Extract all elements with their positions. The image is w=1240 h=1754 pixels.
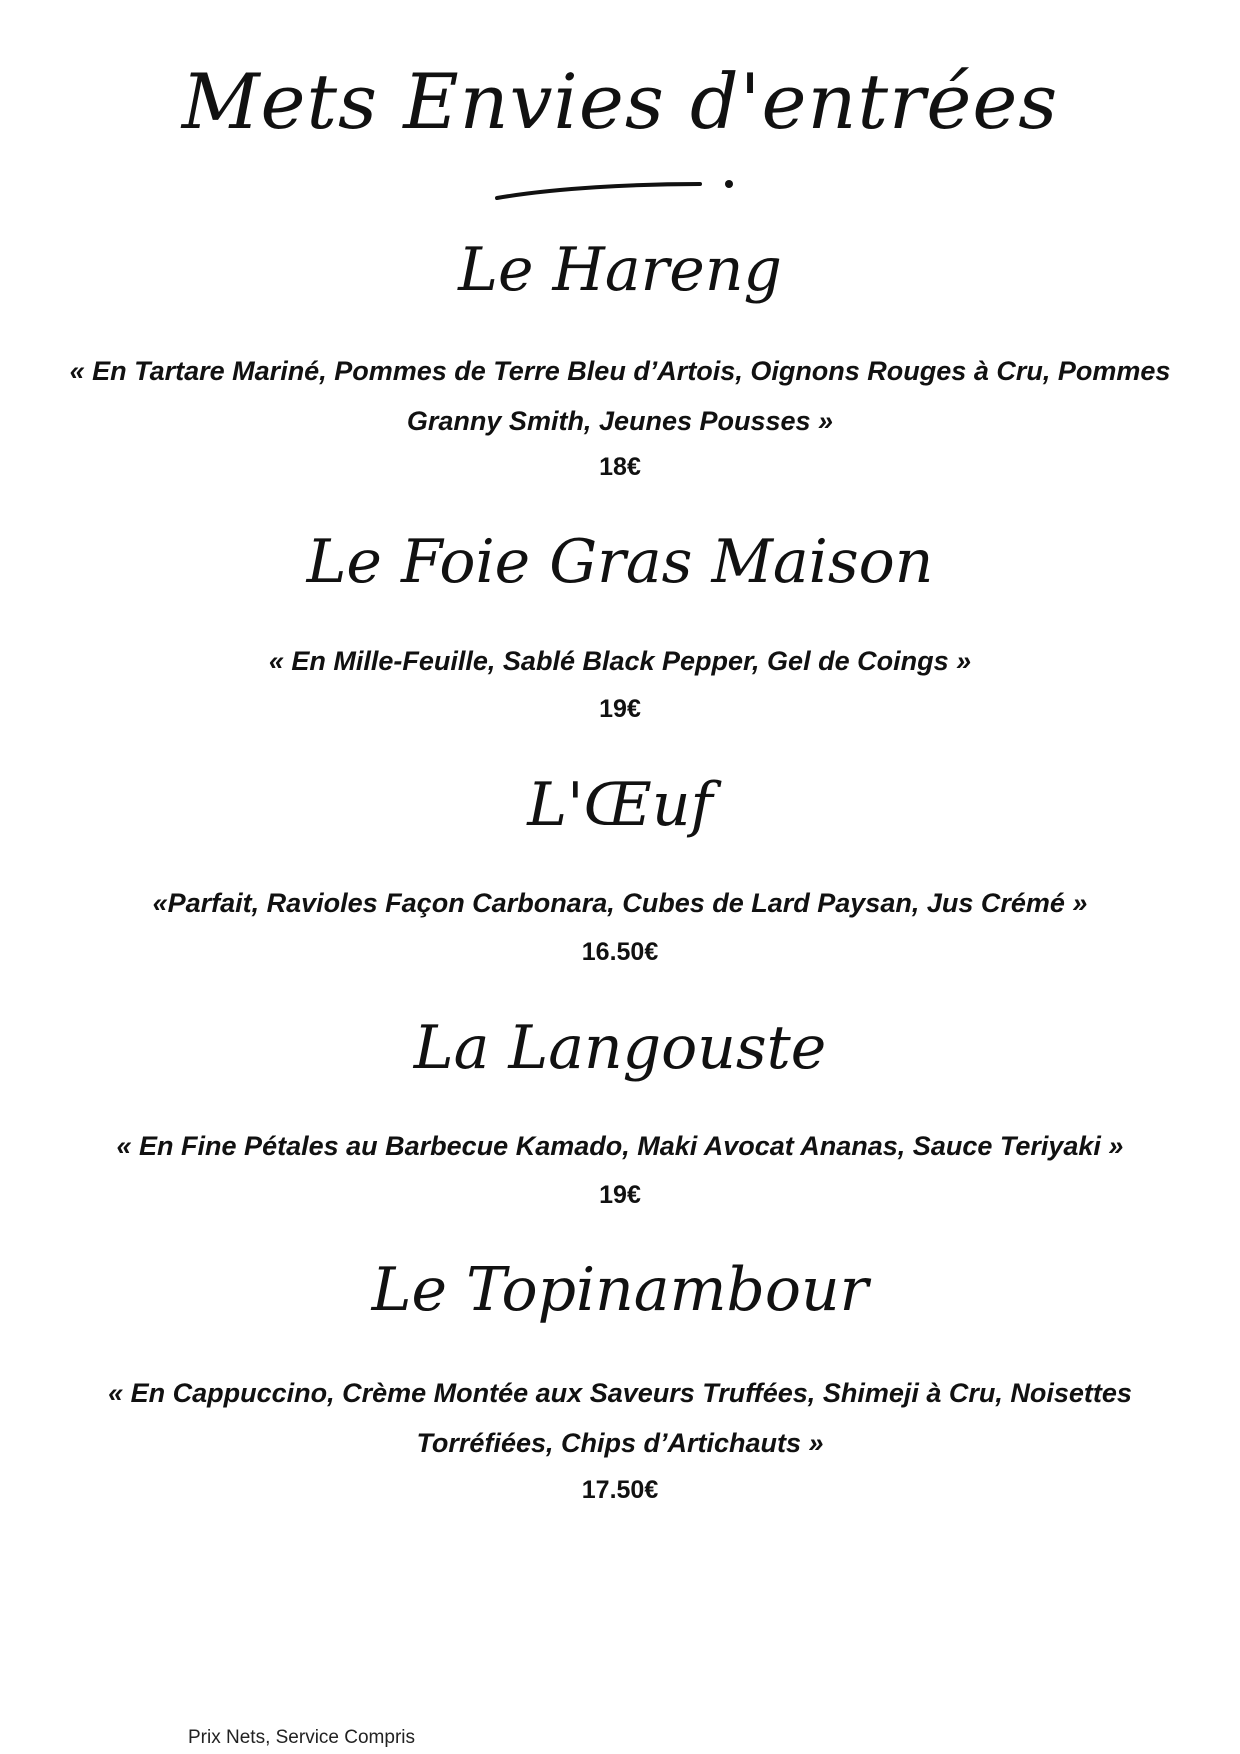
dish-description-foie-gras: « En Mille-Feuille, Sablé Black Pepper, Gel de Coings »: [268, 646, 972, 676]
dish-price-oeuf: 16.50€: [581, 938, 659, 966]
dish-name-topinambour: Le Topinambour: [371, 1255, 869, 1325]
dish-description-langouste: « En Fine Pétales au Barbecue Kamado, Maki Avocat Ananas, Sauce Teriyaki »: [116, 1131, 1124, 1161]
dish-price-langouste: 19€: [599, 1181, 641, 1209]
dish-description-topinambour: « En Cappuccino, Crème Montée aux Saveurs Truffées, Shimeji à Cru, Noisettes Torréfiées, Chips d’Artichauts »: [108, 1378, 1132, 1458]
dish-price-hareng: 18€: [599, 453, 641, 481]
dish-name-hareng: Le Hareng: [458, 235, 782, 305]
dish-description-oeuf: «Parfait, Ravioles Façon Carbonara, Cubes de Lard Paysan, Jus Crémé »: [152, 888, 1088, 918]
dish-name-langouste: La Langouste: [413, 1013, 827, 1083]
title-underline-flourish: [495, 170, 745, 210]
dish-name-foie-gras: Le Foie Gras Maison: [306, 527, 934, 597]
dish-price-foie-gras: 19€: [599, 695, 641, 723]
dish-price-topinambour: 17.50€: [581, 1476, 659, 1504]
menu-title: Mets Envies d'entrées: [181, 57, 1059, 146]
footer-note: Prix Nets, Service Compris: [188, 1727, 415, 1748]
dish-description-hareng: « En Tartare Mariné, Pommes de Terre Bleu d’Artois, Oignons Rouges à Cru, Pommes Granny Smith, Jeunes Pousses »: [69, 356, 1171, 436]
dish-name-oeuf: L'Œuf: [527, 770, 713, 840]
